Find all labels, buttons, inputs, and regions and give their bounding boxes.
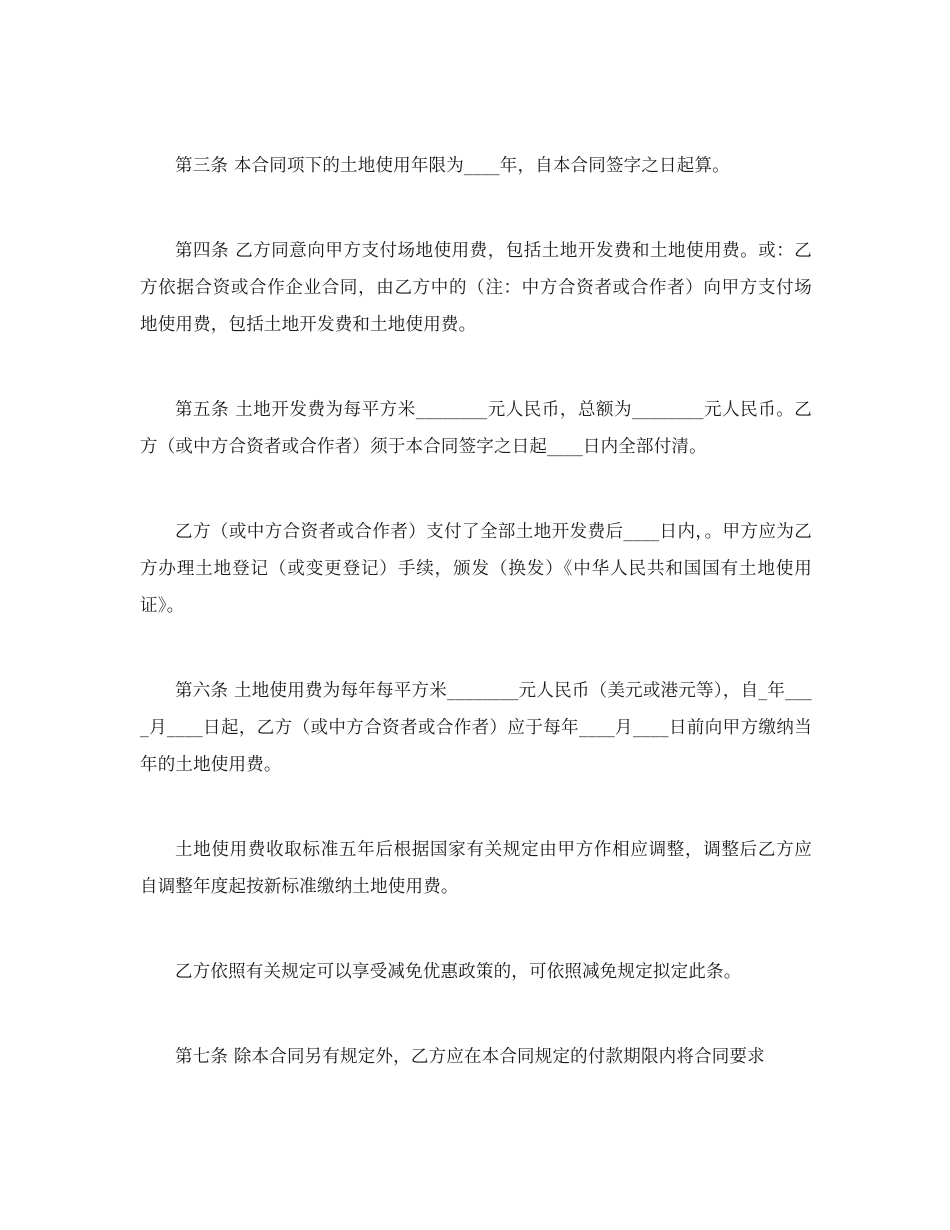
article-4-paragraph: 第四条 乙方同意向甲方支付场地使用费，包括土地开发费和土地使用费。或：乙方依据合资或合作企业合同，由乙方中的（注：中方合资者或合作者）向甲方支付场地使用费，包括土地开发费和土地使用费。 [140, 241, 812, 335]
fee-reduction-paragraph: 乙方依照有关规定可以享受减免优惠政策的，可依照减免规定拟定此条。 [175, 962, 742, 982]
paragraph-gap [140, 466, 812, 514]
paragraph-gap [140, 906, 812, 954]
paragraph-gap [140, 625, 812, 673]
document-body [140, 148, 812, 1076]
article-5-paragraph: 第五条 土地开发费为每平方米________元人民币，总额为________元人民币。乙方（或中方合资者或合作者）须于本合同签字之日起____日内全部付清。 [140, 400, 812, 457]
article-6-paragraph: 第六条 土地使用费为每年每平方米________元人民币（美元或港元等），自_年____月____日起，乙方（或中方合资者或合作者）应于每年____月____日前向甲方缴纳当年的土地使用费。 [140, 681, 812, 775]
fee-adjustment-paragraph: 土地使用费收取标准五年后根据国家有关规定由甲方作相应调整，调整后乙方应自调整年度起按新标准缴纳土地使用费。 [140, 840, 812, 897]
land-registration-paragraph: 乙方（或中方合资者或合作者）支付了全部土地开发费后____日内，。甲方应为乙方办理土地登记（或变更登记）手续，颁发（换发）《中华人民共和国国有土地使用证》。 [140, 522, 812, 616]
paragraph-gap [140, 344, 812, 392]
paragraph-gap [140, 991, 812, 1039]
article-3-paragraph: 第三条 本合同项下的土地使用年限为____年，自本合同签字之日起算。 [175, 156, 730, 176]
paragraph-gap [140, 784, 812, 832]
article-7-paragraph: 第七条 除本合同另有规定外，乙方应在本合同规定的付款期限内将合同要求 [175, 1047, 765, 1067]
paragraph-gap [140, 185, 812, 233]
